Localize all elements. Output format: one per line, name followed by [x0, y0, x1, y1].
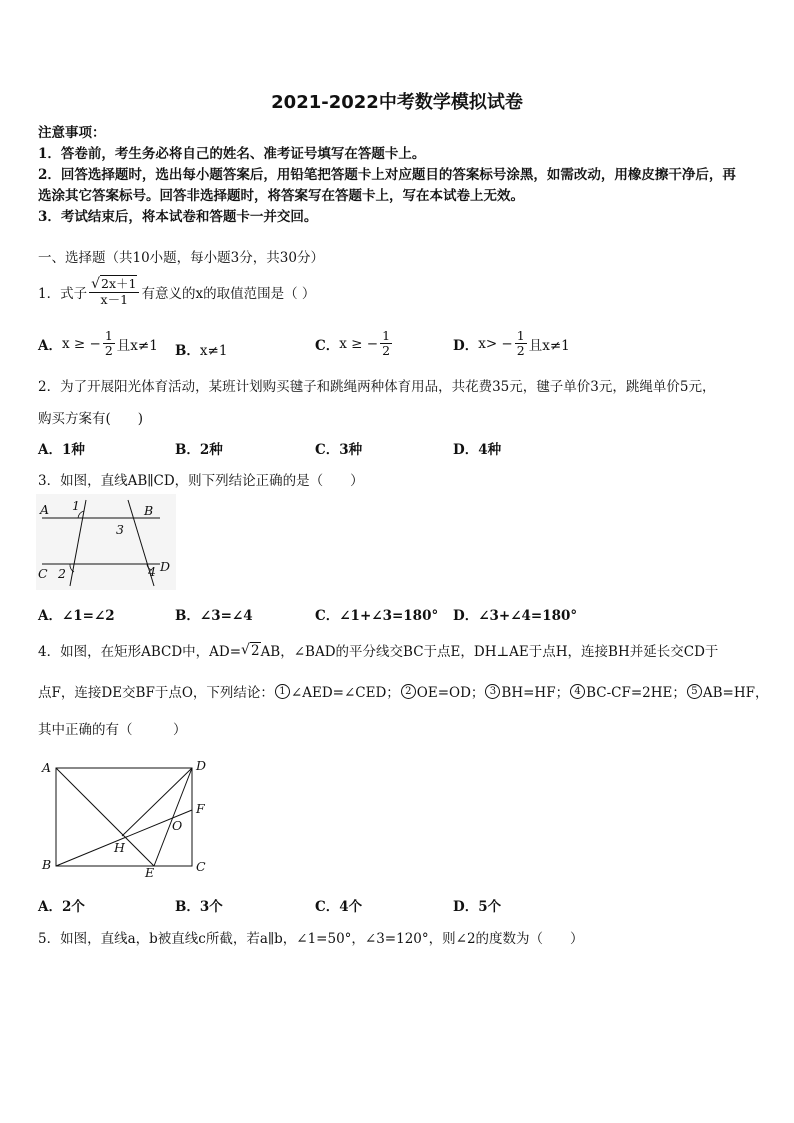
label-O: O — [172, 818, 183, 833]
q2-option-d: D．4种 — [453, 442, 502, 458]
label-H: H — [114, 840, 125, 855]
notice-item-2-cont: 选涂其它答案标号。回答非选择题时，将答案写在答题卡上，写在本试卷上无效。 — [38, 188, 524, 204]
q2-option-b: B．2种 — [175, 442, 223, 458]
label-E: E — [145, 865, 155, 880]
q4-option-b: B．3个 — [175, 899, 223, 915]
q3-option-b: B．∠3=∠4 — [175, 608, 253, 624]
line-de — [154, 768, 192, 866]
notice-item-2: 2．回答选择题时，选出每小题答案后，用铅笔把答题卡上对应题目的答案标号涂黑，如需改动，用橡皮擦干净后，再 — [38, 167, 736, 183]
q4-option-a: A．2个 — [38, 899, 85, 915]
notice-item-3: 3．考试结束后，将本试卷和答题卡一并交回。 — [38, 209, 318, 225]
notice-item-1: 1．答卷前，考生务必将自己的姓名、准考证号填写在答题卡上。 — [38, 146, 426, 162]
q1-option-a: A． x ≥ − $\frac{1}{2}$ 且x≠1 — [38, 328, 158, 359]
q3-option-d: D．∠3+∠4=180° — [453, 608, 578, 624]
question-4-line3: 其中正确的有（ ） — [38, 722, 187, 738]
question-4-line2: 点F，连接DE交BF于点O，下列结论： 1 ∠AED=∠CED； 2 OE=OD； 3 BH=HF； 4 BC-CF=2HE； 5 AB=HF， — [38, 685, 769, 701]
label-D: D — [160, 559, 171, 574]
q3-option-a: A．∠1=∠2 — [38, 608, 115, 624]
q2-option-a: A．1种 — [38, 442, 85, 458]
q1-suffix: 有意义的x的取值范围是（ ） — [141, 285, 316, 302]
question-2-line1: 2．为了开展阳光体育活动，某班计划购买毽子和跳绳两种体育用品，共花费35元，毽子单价3元，跳绳单价5元， — [38, 379, 716, 395]
line-ae — [56, 768, 154, 866]
q1-option-c: C． x ≥ − $\frac{1}{2}$ — [315, 328, 391, 359]
q1-prefix: 1．式子 — [38, 285, 88, 302]
q3-figure — [36, 494, 176, 590]
label-4: 4 — [148, 564, 156, 579]
section-heading: 一、选择题（共10小题，每小题3分，共30分） — [38, 250, 324, 266]
q4-option-d: D．5个 — [453, 899, 502, 915]
circled-5: 5 — [687, 684, 702, 699]
notice-heading: 注意事项： — [38, 125, 106, 141]
q1-option-d: D． x> − $\frac{1}{2}$ 且x≠1 — [453, 328, 570, 359]
label-F: F — [196, 801, 205, 816]
q1-fraction: $\frac{√2x+1}{x-1}$ — [89, 276, 139, 307]
circled-2: 2 — [401, 684, 416, 699]
q4-option-c: C．4个 — [315, 899, 363, 915]
label-B: B — [144, 503, 154, 518]
label-D: D — [196, 758, 207, 773]
question-1 — [38, 276, 315, 307]
label-B: B — [42, 857, 52, 872]
q1-option-b: B．x≠1 — [175, 343, 228, 359]
label-1: 1 — [72, 498, 80, 513]
question-5: 5．如图，直线a，b被直线c所截，若a∥b，∠1=50°，∠3=120°，则∠2的度数为（ ） — [38, 931, 584, 947]
label-A: A — [42, 760, 52, 775]
question-3: 3．如图，直线AB∥CD，则下列结论正确的是（ ） — [38, 473, 364, 489]
label-2: 2 — [58, 566, 66, 581]
page-title: 2021-2022中考数学模拟试卷 — [271, 92, 523, 113]
label-3: 3 — [116, 522, 124, 537]
label-A: A — [40, 502, 50, 517]
question-2-line2: 购买方案有( ) — [38, 411, 144, 427]
q3-option-c: C．∠1+∠3=180° — [315, 608, 439, 624]
circled-3: 3 — [485, 684, 500, 699]
circled-4: 4 — [570, 684, 585, 699]
q4-figure — [38, 756, 218, 881]
q1-denominator: x－1 — [100, 292, 129, 308]
label-C: C — [196, 859, 206, 874]
q2-option-c: C．3种 — [315, 442, 363, 458]
q1-numerator: 2x＋1 — [101, 276, 137, 291]
question-4-line1: 4．如图，在矩形ABCD中，AD= √ 2 AB，∠BAD的平分线交BC于点E，DH⊥AE于点H，连接BH并延长交CD于 — [38, 642, 719, 660]
circled-1: 1 — [275, 684, 290, 699]
label-C: C — [38, 566, 48, 581]
